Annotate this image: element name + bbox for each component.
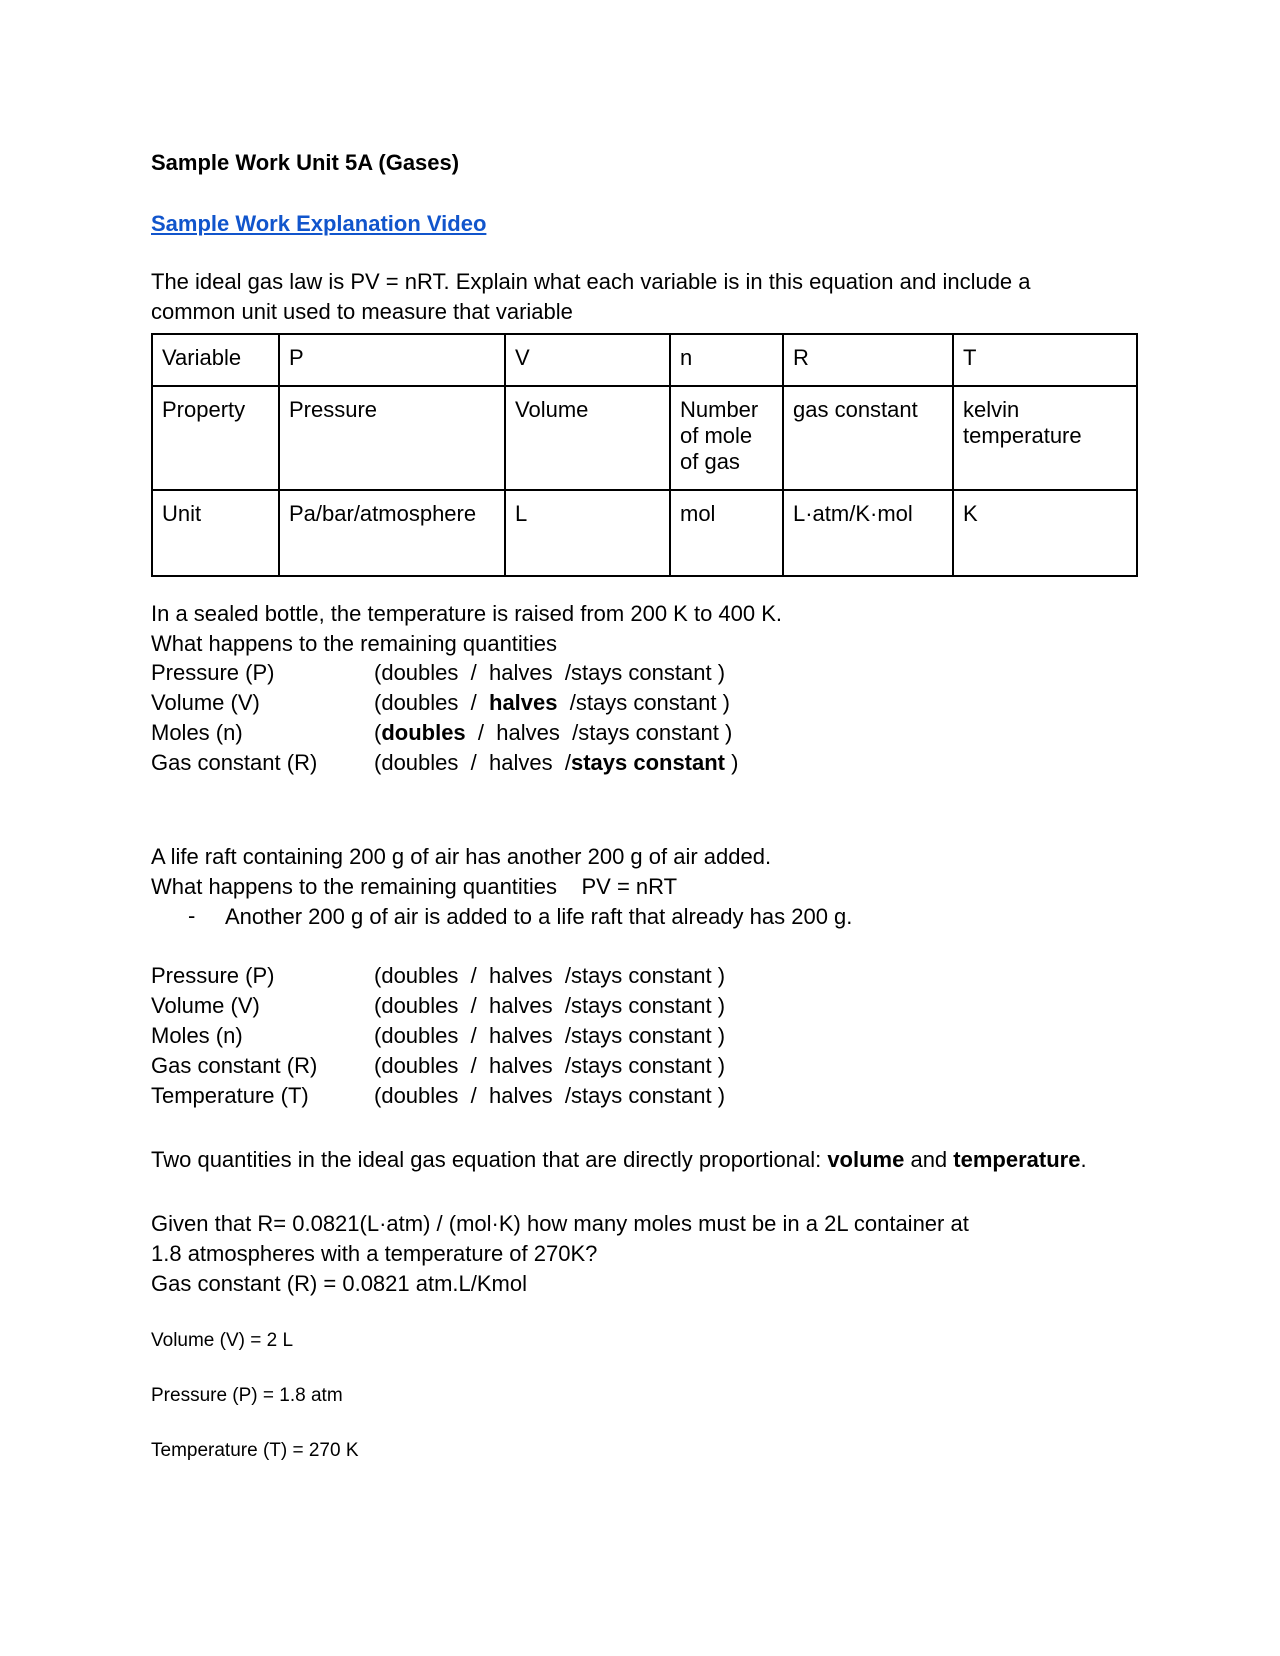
choice-stays-constant: stays constant — [578, 720, 719, 745]
table-row — [152, 386, 1137, 490]
option-choices — [374, 690, 730, 716]
paren: ( — [374, 660, 382, 685]
choice-doubles: doubles — [381, 963, 459, 988]
q1-line-2: What happens to the remaining quantities — [151, 631, 558, 656]
slash: / — [470, 690, 477, 715]
option-choices — [374, 993, 725, 1019]
slash: / — [564, 1083, 571, 1108]
option-choices — [374, 750, 738, 776]
option-label: Moles (n) — [151, 720, 243, 745]
choice-doubles: doubles — [381, 720, 466, 745]
question-text: . — [1080, 1147, 1087, 1172]
paren: ( — [374, 720, 382, 745]
choice-doubles: doubles — [381, 690, 459, 715]
slash: / — [470, 993, 477, 1018]
variables-table — [151, 333, 1138, 577]
option-label: Gas constant (R) — [151, 750, 318, 775]
paren: ) — [722, 690, 730, 715]
paren: ) — [717, 1023, 726, 1048]
table-cell: V — [505, 334, 670, 386]
given-volume: Volume (V) = 2 L — [151, 1330, 294, 1351]
intro-line-1: The ideal gas law is PV = nRT. Explain what each variable is in this equation and include a — [151, 269, 1031, 294]
table-row — [152, 490, 1137, 576]
choice-halves: halves — [489, 1053, 553, 1078]
q4-line-3: Gas constant (R) = 0.0821 atm.L/Kmol — [151, 1271, 528, 1296]
given-pressure: Pressure (P) = 1.8 atm — [151, 1385, 343, 1406]
question-text: and — [904, 1147, 954, 1172]
paren: ) — [731, 750, 739, 775]
paren: ( — [374, 963, 382, 988]
slash: / — [564, 750, 571, 775]
q2-line-1: A life raft containing 200 g of air has another 200 g of air added. — [151, 844, 772, 869]
choice-stays-constant: stays constant — [570, 1023, 712, 1048]
option-choices — [374, 1023, 725, 1049]
bullet-text: Another 200 g of air is added to a life raft that already has 200 g. — [225, 904, 853, 929]
choice-stays-constant: stays constant — [570, 1083, 712, 1108]
slash: / — [470, 1053, 477, 1078]
table-cell: K — [953, 490, 1137, 576]
option-label: Gas constant (R) — [151, 1053, 318, 1078]
option-label: Moles (n) — [151, 1023, 243, 1048]
slash: / — [470, 1083, 477, 1108]
paren: ( — [374, 993, 382, 1018]
table-cell: L·atm/K·mol — [783, 490, 953, 576]
paren: ) — [724, 720, 733, 745]
intro-line-2: common unit used to measure that variable — [151, 299, 573, 324]
table-cell: Property — [152, 386, 279, 490]
slash: / — [564, 660, 571, 685]
paren: ) — [717, 660, 726, 685]
paren: ( — [374, 1023, 382, 1048]
table-cell: mol — [670, 490, 783, 576]
paren: ) — [717, 963, 726, 988]
option-label: Pressure (P) — [151, 660, 275, 685]
choice-halves: halves — [489, 963, 553, 988]
choice-doubles: doubles — [381, 750, 459, 775]
choice-stays-constant: stays constant — [575, 690, 717, 715]
option-label: Pressure (P) — [151, 963, 275, 988]
slash: / — [477, 720, 485, 745]
option-label: Volume (V) — [151, 690, 260, 715]
question-text: Two quantities in the ideal gas equation that are directly proportional: — [151, 1147, 828, 1172]
slash: / — [569, 690, 576, 715]
answer-volume: volume — [827, 1147, 905, 1172]
q1-line-1: In a sealed bottle, the temperature is raised from 200 K to 400 K. — [151, 601, 783, 626]
slash: / — [470, 1023, 477, 1048]
choice-stays-constant: stays constant — [570, 660, 712, 685]
table-cell: Number of mole of gas — [670, 386, 783, 490]
choice-halves: halves — [489, 993, 553, 1018]
table-row — [152, 334, 1137, 386]
slash: / — [470, 750, 477, 775]
q4-line-1: Given that R= 0.0821(L·atm) / (mol·K) how many moles must be in a 2L container at — [151, 1211, 969, 1236]
slash: / — [470, 660, 477, 685]
slash: / — [564, 1023, 571, 1048]
table-cell: Volume — [505, 386, 670, 490]
option-choices — [374, 1053, 725, 1079]
choice-halves: halves — [489, 660, 553, 685]
option-label: Volume (V) — [151, 993, 260, 1018]
choice-halves: halves — [489, 1083, 553, 1108]
page-title: Sample Work Unit 5A (Gases) — [151, 150, 460, 175]
choice-doubles: doubles — [381, 1023, 459, 1048]
choice-stays-constant: stays constant — [570, 993, 712, 1018]
table-cell: Variable — [152, 334, 279, 386]
paren: ) — [717, 993, 726, 1018]
table-cell: T — [953, 334, 1137, 386]
explanation-video-link[interactable]: Sample Work Explanation Video — [151, 211, 487, 236]
choice-doubles: doubles — [381, 660, 459, 685]
table-cell: Pa/bar/atmosphere — [279, 490, 505, 576]
choice-stays-constant: stays constant — [570, 963, 712, 988]
q4-line-2: 1.8 atmospheres with a temperature of 270K? — [151, 1241, 598, 1266]
choice-stays-constant: stays constant — [570, 1053, 712, 1078]
choice-halves: halves — [489, 1023, 553, 1048]
table-cell: P — [279, 334, 505, 386]
proportional-question — [151, 1145, 1087, 1175]
table-cell: R — [783, 334, 953, 386]
option-choices — [374, 720, 732, 746]
choice-halves: halves — [489, 690, 558, 715]
option-choices — [374, 963, 725, 989]
option-choices — [374, 1083, 725, 1109]
choice-stays-constant: stays constant — [570, 750, 726, 775]
paren: ( — [374, 750, 382, 775]
paren: ( — [374, 690, 382, 715]
q2-line-2: What happens to the remaining quantities PV = nRT — [151, 874, 678, 899]
slash: / — [470, 963, 477, 988]
option-choices — [374, 660, 725, 686]
paren: ( — [374, 1083, 382, 1108]
table-cell: L — [505, 490, 670, 576]
slash: / — [564, 1053, 571, 1078]
paren: ( — [374, 1053, 382, 1078]
slash: / — [564, 993, 571, 1018]
choice-doubles: doubles — [381, 1053, 459, 1078]
answer-temperature: temperature — [953, 1147, 1081, 1172]
table-cell: n — [670, 334, 783, 386]
table-cell: kelvin temperature — [953, 386, 1137, 490]
slash: / — [572, 720, 579, 745]
table-cell: Pressure — [279, 386, 505, 490]
table-cell: gas constant — [783, 386, 953, 490]
paren: ) — [717, 1053, 726, 1078]
option-label: Temperature (T) — [151, 1083, 309, 1108]
choice-doubles: doubles — [381, 993, 459, 1018]
paren: ) — [717, 1083, 726, 1108]
choice-halves: halves — [496, 720, 560, 745]
bullet-mark: - — [188, 903, 196, 928]
slash: / — [564, 963, 571, 988]
table-cell: Unit — [152, 490, 279, 576]
given-temperature: Temperature (T) = 270 K — [151, 1440, 359, 1461]
choice-doubles: doubles — [381, 1083, 459, 1108]
choice-halves: halves — [489, 750, 553, 775]
